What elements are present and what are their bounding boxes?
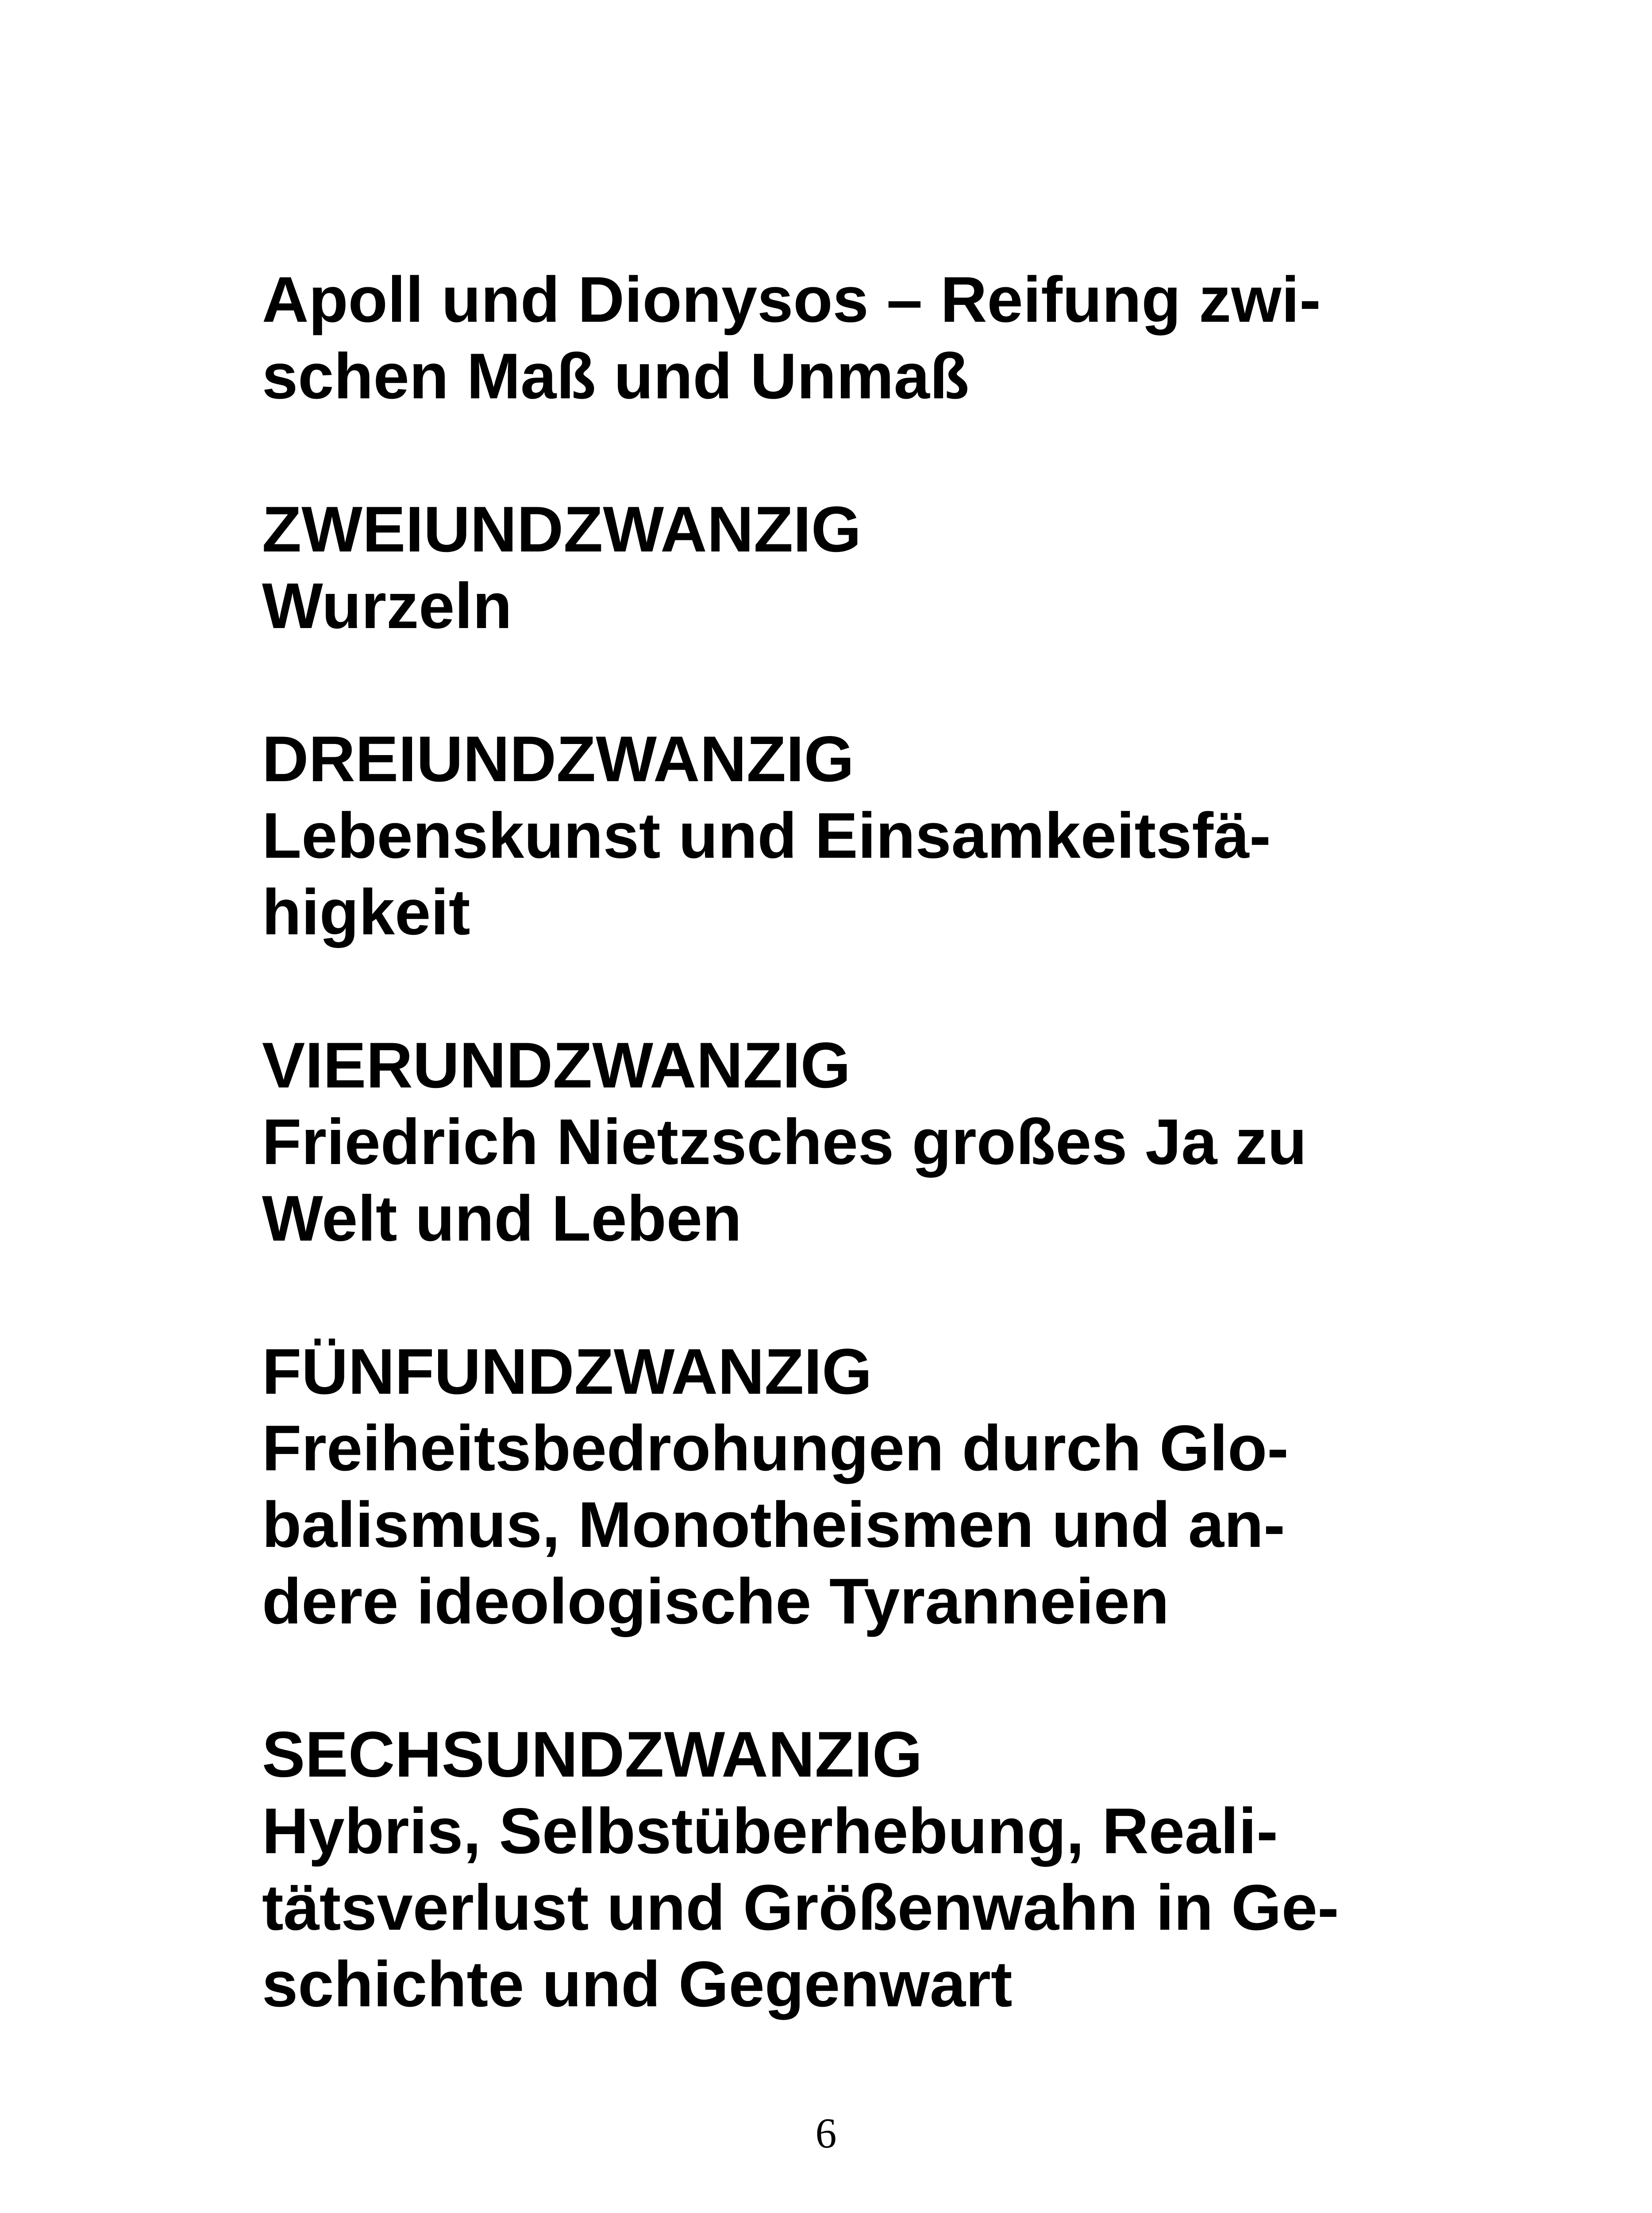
- chapter-number: FÜNFUNDZWANZIG: [262, 1335, 872, 1407]
- chapter-entry-26: [262, 1716, 1413, 2022]
- chapter-title-line: tätsverlust und Größenwahn in Ge-: [262, 1871, 1339, 1943]
- chapter-entry-23: [262, 721, 1413, 950]
- section-gap: [262, 1257, 1413, 1333]
- section-gap: [262, 1639, 1413, 1716]
- chapter-title-line: Hybris, Selbstüberhebung, Reali-: [262, 1795, 1278, 1867]
- intro-title: [262, 261, 1413, 414]
- page-number: 6: [815, 2109, 837, 2157]
- chapter-entry-22: [262, 491, 1413, 644]
- intro-title-line: schen Maß und Unmaß: [262, 340, 970, 412]
- chapter-title-line: Wurzeln: [262, 570, 512, 642]
- chapter-number: DREIUNDZWANZIG: [262, 723, 855, 795]
- chapter-number: VIERUNDZWANZIG: [262, 1029, 851, 1101]
- section-gap: [262, 414, 1413, 491]
- table-of-contents: [262, 261, 1413, 2022]
- chapter-title-line: Lebenskunst und Einsamkeitsfä-: [262, 799, 1271, 871]
- chapter-title-line: higkeit: [262, 876, 470, 948]
- section-gap: [262, 950, 1413, 1027]
- chapter-title-line: dere ideologische Tyranneien: [262, 1565, 1169, 1637]
- chapter-title-line: balismus, Monotheismen und an-: [262, 1488, 1285, 1561]
- section-gap: [262, 644, 1413, 721]
- chapter-entry-24: [262, 1027, 1413, 1257]
- chapter-number: ZWEIUNDZWANZIG: [262, 493, 862, 565]
- intro-title-line: Apoll und Dionysos – Reifung zwi-: [262, 263, 1321, 335]
- chapter-title-line: schichte und Gegenwart: [262, 1948, 1013, 2020]
- chapter-entry-25: [262, 1333, 1413, 1639]
- chapter-title-line: Welt und Leben: [262, 1182, 742, 1254]
- chapter-title-line: Friedrich Nietzsches großes Ja zu: [262, 1106, 1307, 1178]
- chapter-number: SECHSUNDZWANZIG: [262, 1718, 923, 1790]
- chapter-title-line: Freiheitsbedrohungen durch Glo-: [262, 1412, 1289, 1484]
